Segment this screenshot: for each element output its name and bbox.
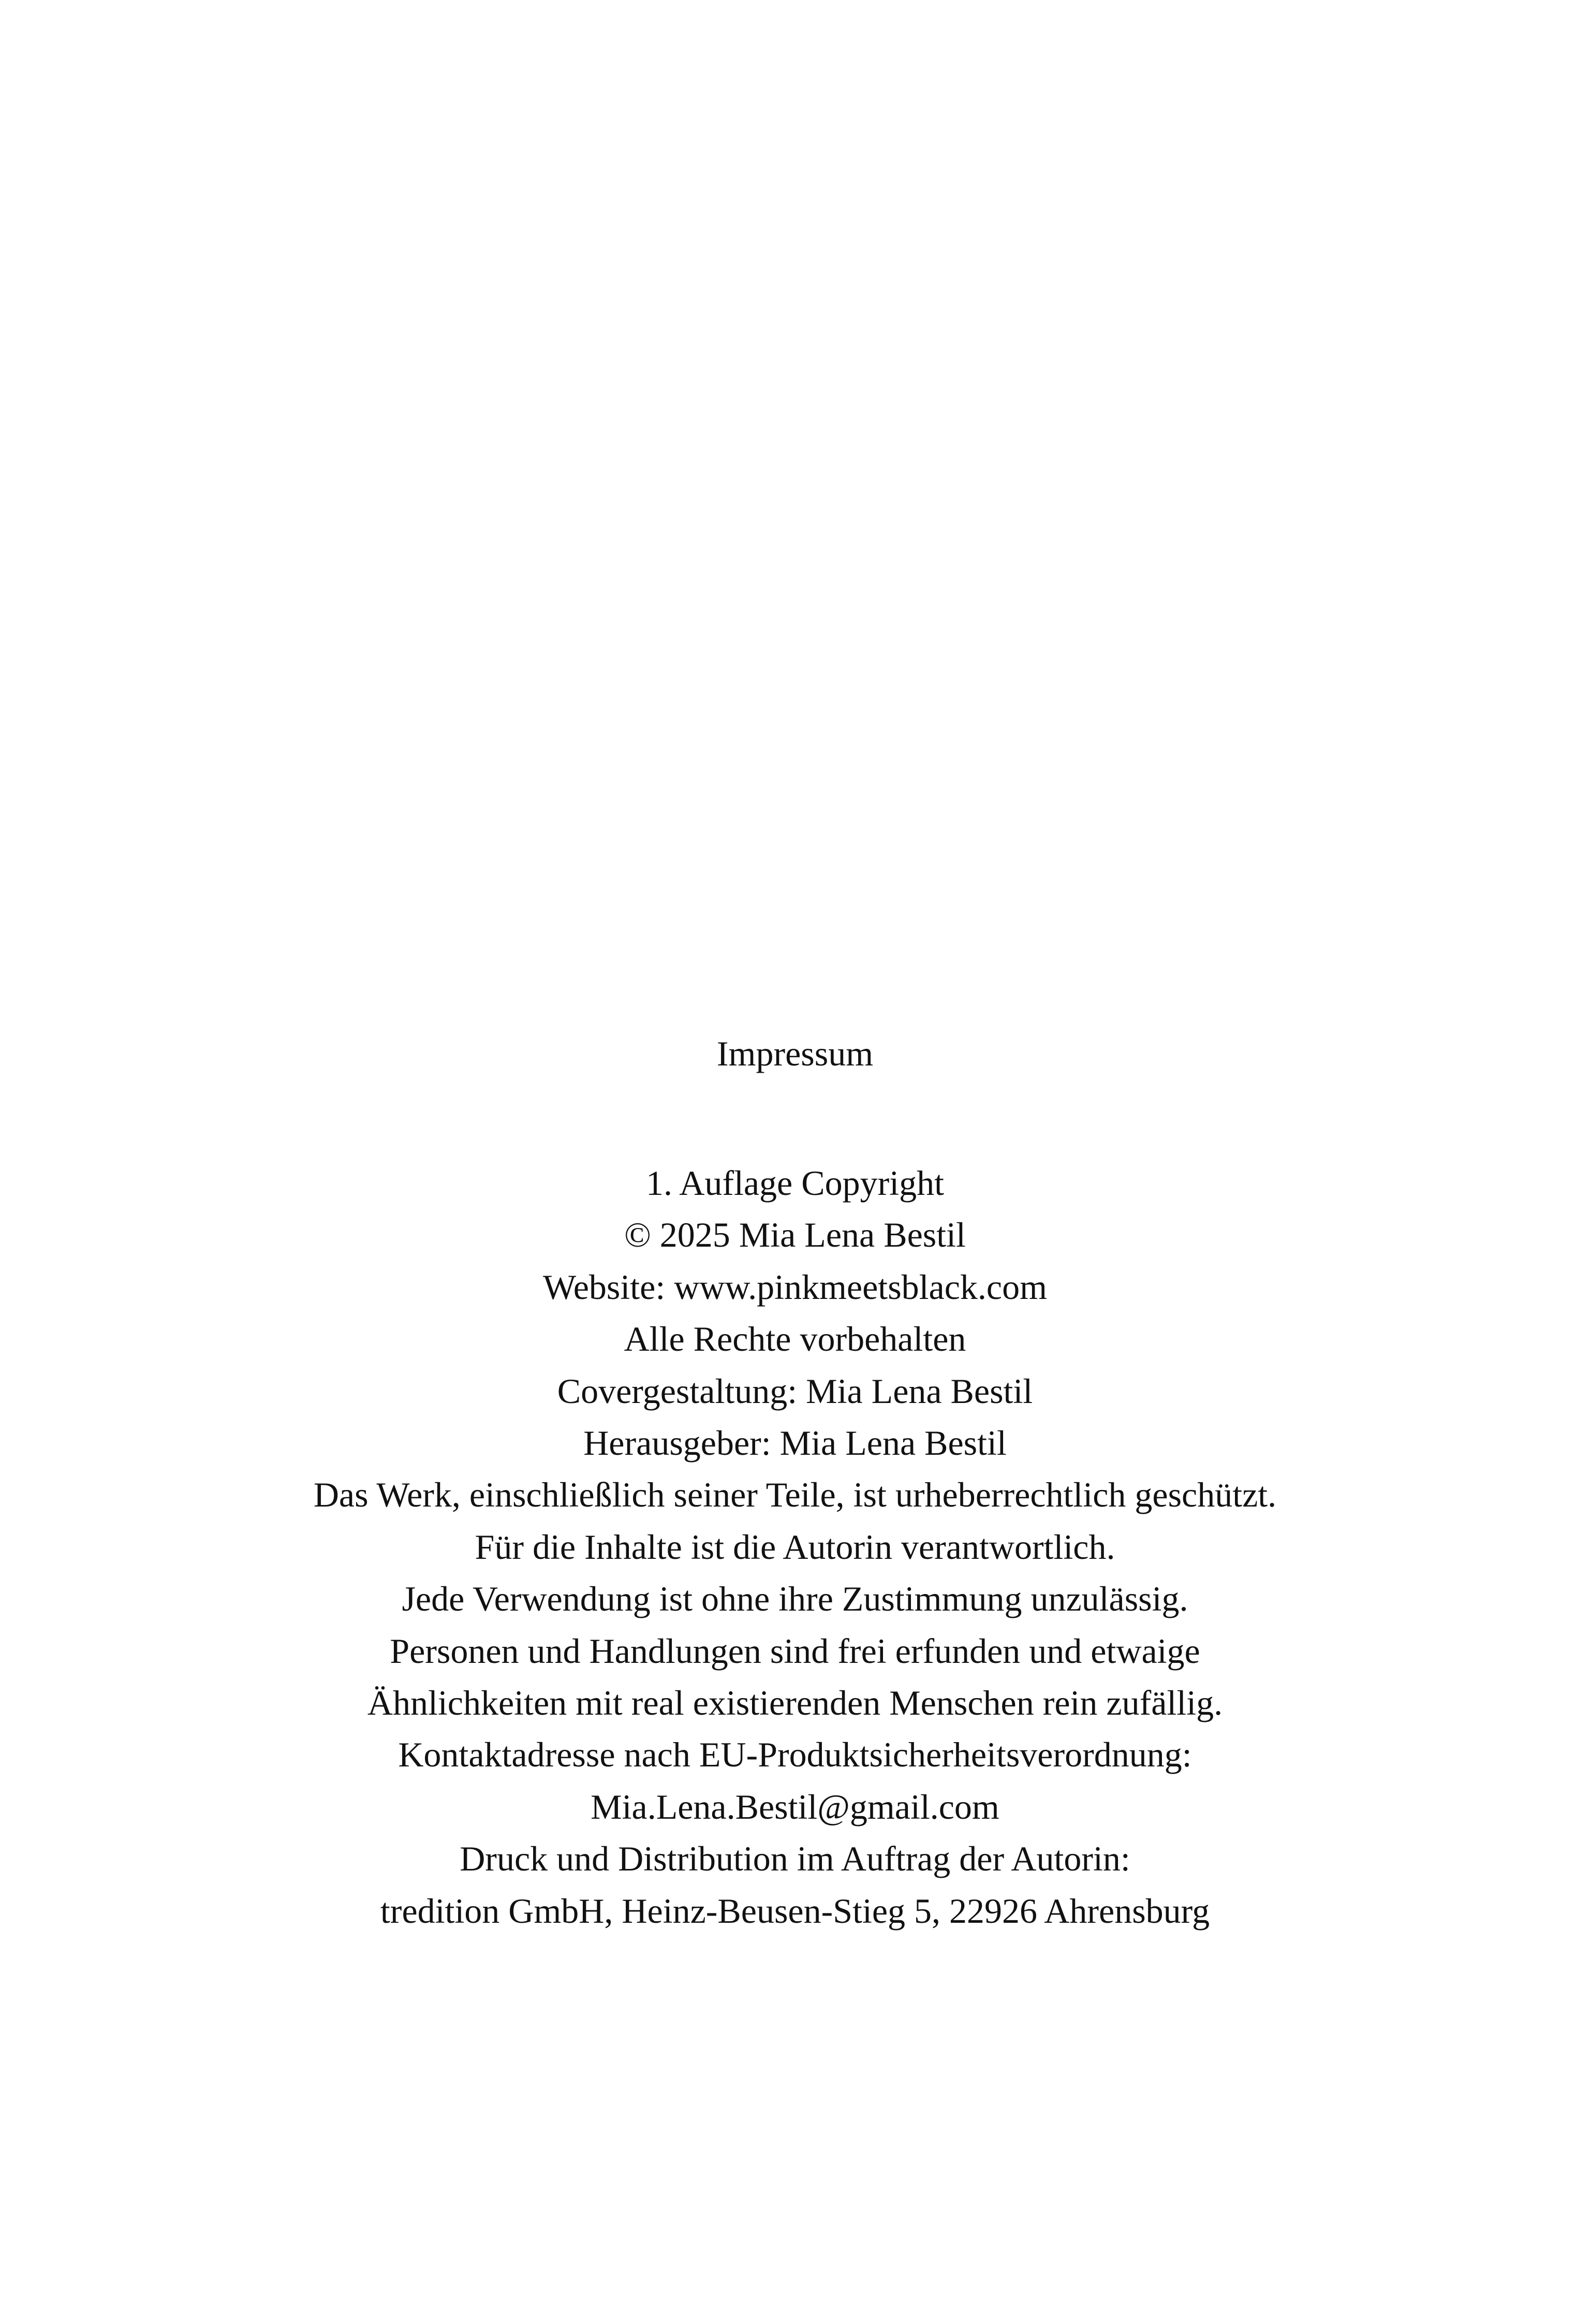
imprint-line-fiction-2: Ähnlichkeiten mit real existierenden Menschen rein zufällig. <box>367 1683 1223 1723</box>
page-title: Impressum <box>716 1034 874 1073</box>
imprint-block <box>0 1157 1590 1937</box>
imprint-line-copyright: © 2025 Mia Lena Bestil <box>624 1215 966 1255</box>
imprint-line-consent: Jede Verwendung ist ohne ihre Zustimmung unzulässig. <box>402 1579 1188 1619</box>
imprint-line-fiction-1: Personen und Handlungen sind frei erfunden und etwaige <box>390 1631 1200 1671</box>
imprint-line-cover-design: Covergestaltung: Mia Lena Bestil <box>557 1371 1033 1411</box>
imprint-line-website: Website: www.pinkmeetsblack.com <box>543 1267 1047 1307</box>
imprint-line-responsibility: Für die Inhalte ist die Autorin verantwortlich. <box>475 1527 1115 1567</box>
imprint-line-protection: Das Werk, einschließlich seiner Teile, ist urheberrechtlich geschützt. <box>313 1475 1277 1515</box>
imprint-line-contact-label: Kontaktadresse nach EU-Produktsicherheitsverordnung: <box>398 1735 1192 1775</box>
imprint-line-printer-address: tredition GmbH, Heinz-Beusen-Stieg 5, 22926 Ahrensburg <box>380 1891 1210 1931</box>
imprint-line-rights: Alle Rechte vorbehalten <box>624 1319 966 1359</box>
imprint-line-printing: Druck und Distribution im Auftrag der Autorin: <box>460 1839 1130 1879</box>
imprint-line-publisher: Herausgeber: Mia Lena Bestil <box>583 1423 1007 1463</box>
imprint-line-contact-email: Mia.Lena.Bestil@gmail.com <box>591 1787 999 1826</box>
imprint-line-edition: 1. Auflage Copyright <box>645 1163 945 1203</box>
